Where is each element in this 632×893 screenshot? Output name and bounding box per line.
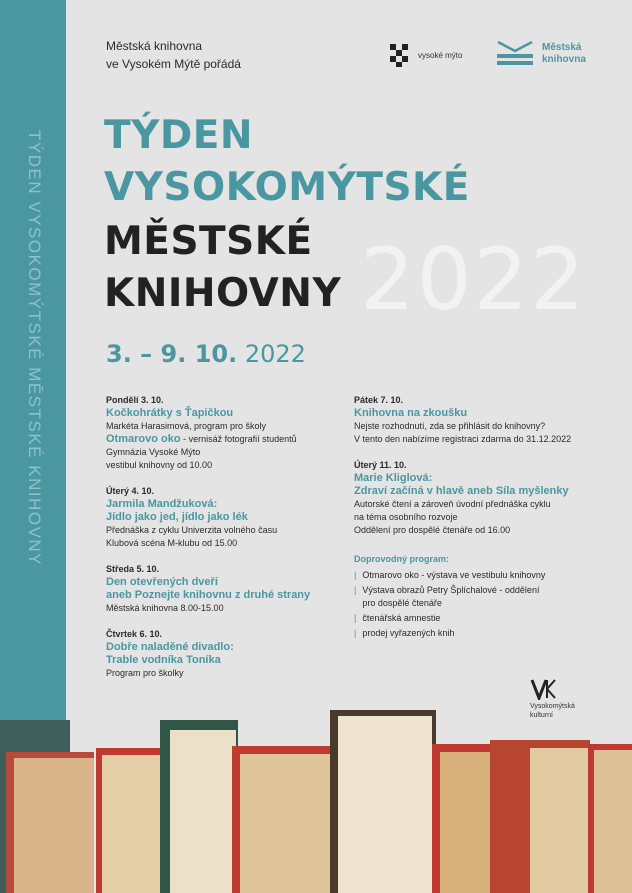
event-inline-desc: - vernisáž fotografií studentů	[180, 434, 297, 444]
schedule-day	[106, 628, 346, 680]
event-description: Oddělení pro dospělé čtenáře od 16.00	[354, 525, 511, 535]
accompanying-item-line: Výstava obrazů Petry Šplíchalové - oddělení	[362, 585, 540, 595]
event	[106, 407, 346, 420]
event	[106, 576, 346, 589]
accompanying-program	[354, 553, 604, 640]
event-description: Městská knihovna 8.00-15.00	[106, 603, 224, 613]
event-description: Autorské čtení a zároveň úvodní přednáška cyklu	[354, 499, 551, 509]
date-year: 2022	[244, 340, 306, 368]
books-illustration	[0, 700, 632, 893]
accompanying-heading: Doprovodný program:	[354, 554, 450, 564]
day-heading: Úterý 4. 10.	[106, 486, 155, 496]
book-pages	[14, 758, 94, 893]
event-name: Dobře naladěné divadlo:	[106, 641, 234, 653]
event	[354, 472, 604, 485]
day-heading: Pondělí 3. 10.	[106, 395, 164, 405]
event-description: Přednáška z cyklu Univerzita volného času	[106, 525, 278, 535]
bullet-bar-icon: |	[354, 570, 357, 580]
accompanying-item-text	[362, 627, 454, 640]
event-description: V tento den nabízíme registraci zdarma do 31.12.2022	[354, 434, 572, 444]
year-watermark: 2022	[360, 230, 587, 330]
event-date	[106, 340, 306, 368]
schedule-right-column	[354, 394, 604, 642]
organizer-line: Městská knihovna	[106, 39, 203, 53]
accompanying-item-text	[362, 569, 545, 582]
accompanying-item-text	[362, 612, 440, 625]
sidebar-vertical-title: TÝDEN VYSOKOMÝTSKÉ MĚSTSKÉ KNIHOVNY	[25, 130, 44, 567]
day-heading: Pátek 7. 10.	[354, 395, 404, 405]
schedule-day	[106, 394, 346, 472]
book-pages	[170, 730, 236, 893]
book-stack-icon	[496, 40, 534, 68]
title-line-4: KNIHOVNY	[104, 271, 342, 316]
organizer-text	[106, 37, 241, 73]
title-line-2: VYSOKOMÝTSKÉ	[104, 165, 470, 210]
schedule-day	[354, 459, 604, 537]
event-name: Knihovna na zkoušku	[354, 407, 468, 419]
event-description: vestibul knihovny od 10.00	[106, 460, 213, 470]
bullet-bar-icon: |	[354, 628, 357, 638]
accompanying-item	[354, 627, 604, 640]
event-description: na téma osobního rozvoje	[354, 512, 458, 522]
event-description: Nejste rozhodnutí, zda se přihlásit do knihovny?	[354, 421, 546, 431]
day-heading: Úterý 11. 10.	[354, 460, 407, 470]
event-name-line-2: aneb Poznejte knihovnu z druhé strany	[106, 589, 311, 601]
event-name: Kočkohrátky s Ťapičkou	[106, 407, 234, 419]
schedule-day	[106, 563, 346, 615]
event-name-line-2: Jídlo jako jed, jídlo jako lék	[106, 511, 248, 523]
event	[106, 498, 346, 511]
accompanying-item-text	[362, 584, 539, 610]
accompanying-list	[354, 569, 604, 640]
book-pages	[530, 748, 588, 893]
event-description: Klubová scéna M-klubu od 15.00	[106, 538, 238, 548]
day-heading: Středa 5. 10.	[106, 564, 160, 574]
accompanying-item-line: prodej vyřazených knih	[362, 628, 455, 638]
event-name: Jarmila Mandžuková:	[106, 498, 218, 510]
accompanying-item-line: čtenářská amnestie	[362, 613, 441, 623]
date-range: 3. – 9. 10.	[106, 340, 238, 368]
accompanying-item	[354, 569, 604, 582]
accompanying-item	[354, 612, 604, 625]
checker-icon	[388, 42, 414, 68]
mestska-knihovna-logo	[496, 40, 594, 68]
book-pages	[338, 716, 432, 893]
event-name-line-2: Trable vodníka Toníka	[106, 654, 221, 666]
event-name: Marie Kliglová:	[354, 472, 433, 484]
event-description: Gymnázia Vysoké Mýto	[106, 447, 201, 457]
schedule-left-column	[106, 394, 346, 693]
event-name: Otmarovo oko	[106, 433, 181, 445]
vk-logo-icon	[530, 678, 560, 700]
book-pages	[240, 754, 330, 893]
bullet-bar-icon: |	[354, 585, 357, 595]
event-name: Den otevřených dveří	[106, 576, 218, 588]
event-description: Markéta Harasimová, program pro školy	[106, 421, 267, 431]
accompanying-item	[354, 584, 604, 610]
event-description: Program pro školky	[106, 668, 184, 678]
organizer-line: ve Vysokém Mýtě pořádá	[106, 57, 241, 71]
mestska-knihovna-logo-text: Městská knihovna	[542, 42, 586, 65]
book-pages	[102, 755, 164, 893]
day-heading: Čtvrtek 6. 10.	[106, 629, 163, 639]
schedule-day	[106, 485, 346, 550]
book-pages	[594, 750, 632, 893]
title-line-1: TÝDEN	[104, 113, 253, 158]
title-line-3: MĚSTSKÉ	[104, 219, 313, 264]
event-name-line-2: Zdraví začíná v hlavě aneb Síla myšlenky	[354, 485, 569, 497]
event	[106, 433, 346, 446]
accompanying-item-line: Otmarovo oko - výstava ve vestibulu knihovny	[362, 570, 546, 580]
bullet-bar-icon: |	[354, 613, 357, 623]
accompanying-item-line: pro dospělé čtenáře	[362, 598, 442, 608]
event	[354, 407, 604, 420]
vysoke-myto-logo-text: vysoké mýto	[418, 50, 463, 60]
vysoke-myto-logo	[388, 42, 462, 68]
schedule-day	[354, 394, 604, 446]
sidebar-band	[0, 0, 66, 720]
event	[106, 641, 346, 654]
vk-logo-text: Vysokomýtská kulturní	[530, 703, 575, 719]
schedule-right-days	[354, 394, 604, 537]
